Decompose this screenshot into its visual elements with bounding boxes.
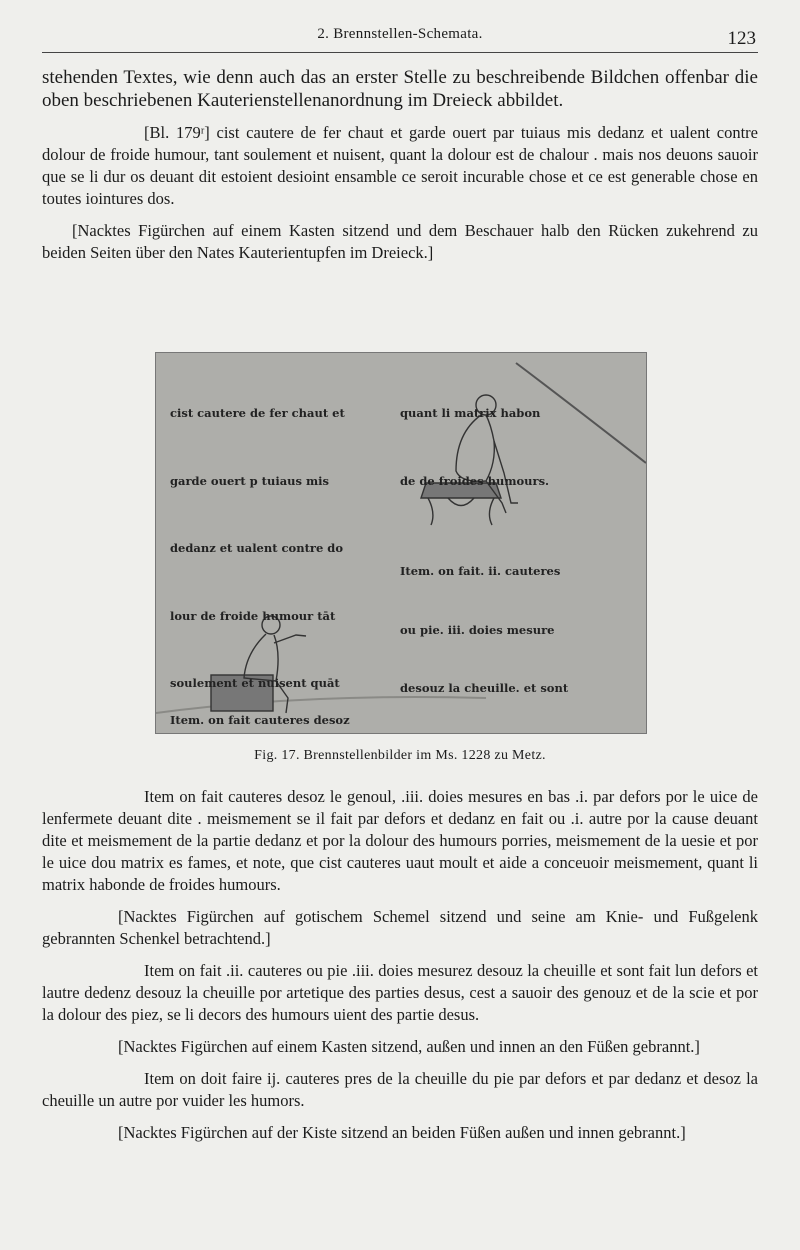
manuscript-line: ou pie. iii. doies mesure (400, 622, 555, 637)
manuscript-line: cist cautere de fer chaut et (170, 406, 345, 420)
lower-text (42, 786, 758, 1144)
manuscript-left-bottom: Item. on fait cauteres desoz (170, 713, 350, 727)
note-paragraph-2: [Nacktes Figürchen auf gotischem Schemel sitzend und seine am Knie- und Fußgelenk gebrannten Schenkel betrachtend.] (42, 907, 758, 948)
manuscript-right-top (400, 357, 549, 537)
manuscript-line: Item. on fait. ii. cauteres (400, 564, 561, 578)
intro-paragraph: stehenden Textes, wie denn auch das an erster Stelle zu beschreibende Bildchen offenbar die oben beschriebenen Kauterienstellenanordnung im Dreieck abbildet. (42, 67, 758, 111)
quote-paragraph-1: [Bl. 179ʳ] cist cautere de fer chaut et garde ouert par tuiaus mis dedanz et ualent contre dolour de froide humour, tant soulement et nuisent, quant la dolour est de chalour . mais nos deuons sauoir que se li dur os deuant dit estoient desioint ensamble ce seroit incurable chose et ce est generable chose en toutes iointures dos. (42, 123, 758, 208)
running-head: 2. Brennstellen-Schemata. (317, 26, 483, 42)
manuscript-line: garde ouert p tuiaus mis (170, 473, 330, 488)
figure-caption: Fig. 17. Brennstellenbilder im Ms. 1228 zu Metz. (254, 748, 546, 763)
page-number: 123 (727, 28, 756, 49)
quote-paragraph-3: Item on fait .ii. cauteres ou pie .iii. doies mesurez desouz la cheuille et sont fait lun defors et lautre dedenz desouz la cheuille por artetique des parties desus, cest a sauoir des genouz et de la scie et por la dolour des piez, se li decors des humours uient des partie desus. (42, 961, 758, 1024)
note-paragraph-1: [Nacktes Figürchen auf einem Kasten sitzend und dem Beschauer halb den Rücken zukehrend zu beiden Seiten über den Nates Kauterientupfen im Dreieck.] (42, 221, 758, 262)
manuscript-line: lour de froide humour tāt (170, 608, 336, 623)
manuscript-left-column (170, 357, 345, 734)
quote-paragraph-4: Item on doit faire ij. cauteres pres de la cheuille du pie par defors et par dedanz et desoz la cheuille un autre por vuider les humors. (42, 1069, 758, 1110)
manuscript-right-column (400, 523, 579, 734)
page-header (42, 22, 758, 53)
manuscript-line: quant li matrix habon (400, 406, 541, 420)
quote-paragraph-2: Item on fait cauteres desoz le genoul, .iii. doies mesures en bas .i. par defors por le uice de lenfermete deuant dite . meismement se il fait par defors et dedanz en fait ou .i. autre por la cause deuant dite et meismement de la partie dedanz et por la dolour des humours porries, meismement de la uesie et por le uice dou matrix es fames, et note, que cist cauteres uaut moult et aide a conceuoir meismement, quant li matrix habonde de froides humours. (42, 787, 758, 894)
manuscript-line: dedanz et ualent contre do (170, 541, 343, 555)
manuscript-line: de de froides humours. (400, 473, 550, 488)
manuscript-figure (155, 352, 647, 734)
manuscript-line: desouz la cheuille. et sont (400, 681, 569, 695)
note-paragraph-3: [Nacktes Figürchen auf einem Kasten sitzend, außen und innen an den Füßen gebrannt.] (118, 1037, 700, 1056)
manuscript-line: soulement et nuisent quāt (170, 676, 340, 690)
note-paragraph-4: [Nacktes Figürchen auf der Kiste sitzend an beiden Füßen außen und innen gebrannt.] (118, 1123, 686, 1142)
upper-text (42, 66, 758, 264)
